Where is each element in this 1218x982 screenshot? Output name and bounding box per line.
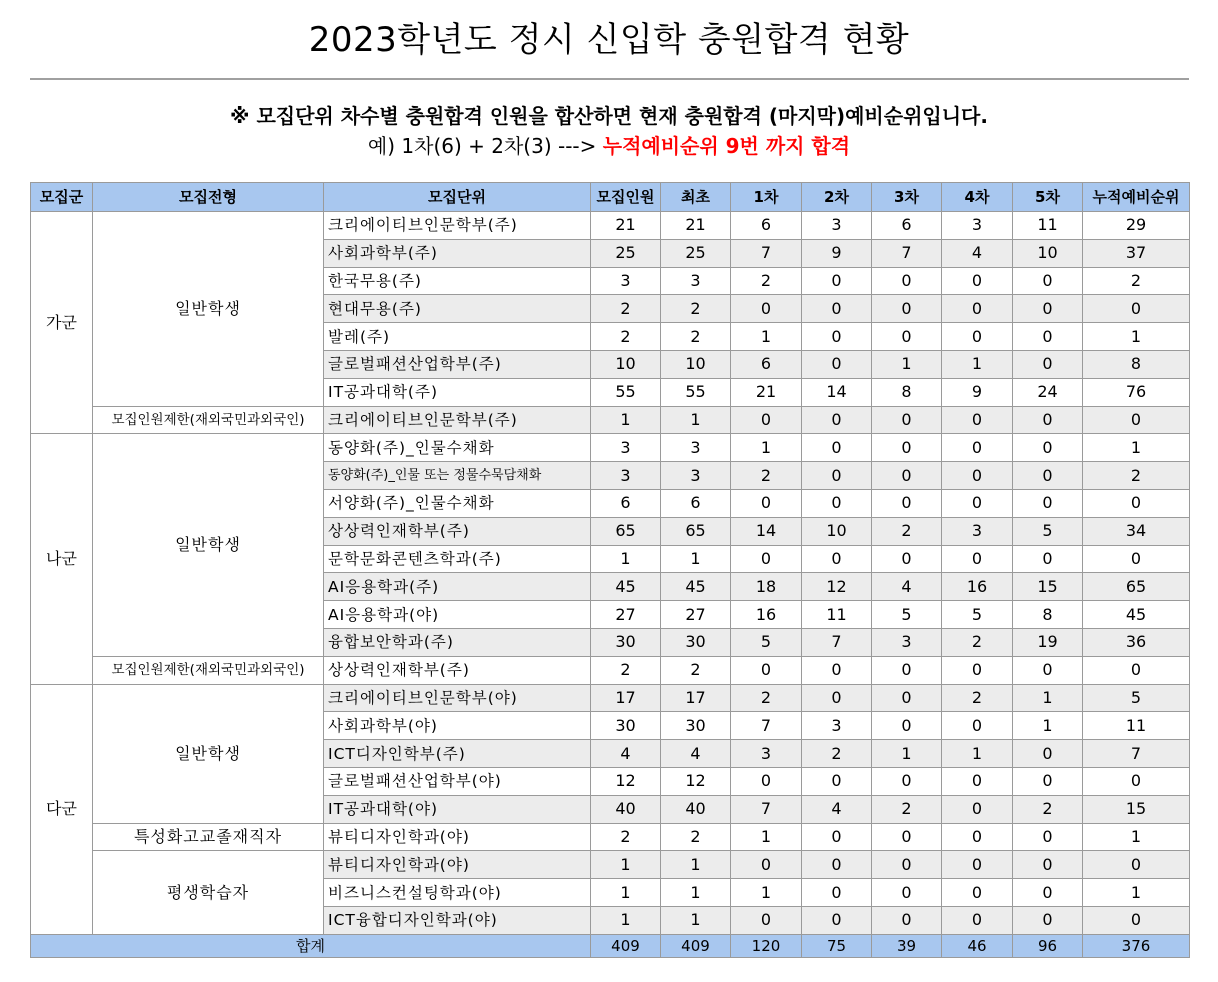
value-cell: 1: [661, 851, 731, 879]
unit-cell: 융합보안학과(주): [324, 628, 591, 656]
unit-cell: 동양화(주)_인물 또는 정물수묵담채화: [324, 462, 591, 490]
type-cell: 모집인원제한(재외국민과외국인): [93, 656, 324, 684]
value-cell: 0: [1013, 906, 1083, 934]
value-cell: 4: [942, 239, 1013, 267]
value-cell: 55: [661, 378, 731, 406]
header-round-1: 1차: [731, 183, 802, 212]
type-cell: 일반학생: [93, 434, 324, 656]
value-cell: 12: [591, 767, 661, 795]
value-cell: 5: [1013, 517, 1083, 545]
unit-cell: 글로벌패션산업학부(주): [324, 350, 591, 378]
table-row: [31, 406, 1190, 434]
value-cell: 2: [872, 795, 942, 823]
value-cell: 1: [591, 879, 661, 907]
header-round-5: 5차: [1013, 183, 1083, 212]
value-cell: 0: [1083, 656, 1190, 684]
value-cell: 0: [1013, 323, 1083, 351]
value-cell: 4: [591, 740, 661, 768]
unit-cell: 서양화(주)_인물수채화: [324, 489, 591, 517]
value-cell: 1: [731, 823, 802, 851]
table-header-row: [31, 183, 1190, 212]
value-cell: 0: [872, 823, 942, 851]
value-cell: 0: [1013, 462, 1083, 490]
value-cell: 0: [942, 767, 1013, 795]
value-cell: 36: [1083, 628, 1190, 656]
value-cell: 0: [1013, 851, 1083, 879]
value-cell: 0: [942, 267, 1013, 295]
value-cell: 1: [661, 879, 731, 907]
unit-cell: 현대무용(주): [324, 295, 591, 323]
value-cell: 65: [1083, 573, 1190, 601]
value-cell: 24: [1013, 378, 1083, 406]
value-cell: 3: [942, 517, 1013, 545]
value-cell: 1: [591, 406, 661, 434]
value-cell: 6: [872, 212, 942, 240]
value-cell: 1: [591, 545, 661, 573]
value-cell: 34: [1083, 517, 1190, 545]
value-cell: 19: [1013, 628, 1083, 656]
value-cell: 2: [942, 628, 1013, 656]
value-cell: 2: [731, 462, 802, 490]
value-cell: 12: [802, 573, 872, 601]
unit-cell: IT공과대학(야): [324, 795, 591, 823]
value-cell: 1: [872, 350, 942, 378]
value-cell: 0: [872, 712, 942, 740]
value-cell: 7: [872, 239, 942, 267]
type-cell: 일반학생: [93, 212, 324, 407]
value-cell: 29: [1083, 212, 1190, 240]
value-cell: 0: [872, 767, 942, 795]
value-cell: 27: [591, 601, 661, 629]
value-cell: 3: [661, 267, 731, 295]
value-cell: 1: [731, 434, 802, 462]
value-cell: 30: [591, 712, 661, 740]
unit-cell: 크리에이티브인문학부(야): [324, 684, 591, 712]
value-cell: 0: [1013, 267, 1083, 295]
value-cell: 40: [591, 795, 661, 823]
value-cell: 0: [872, 684, 942, 712]
value-cell: 0: [942, 434, 1013, 462]
value-cell: 16: [942, 573, 1013, 601]
value-cell: 0: [731, 545, 802, 573]
value-cell: 21: [731, 378, 802, 406]
notice-example: 예) 1차(6) + 2차(3) --->: [367, 134, 603, 158]
value-cell: 10: [661, 350, 731, 378]
value-cell: 3: [661, 434, 731, 462]
value-cell: 2: [872, 517, 942, 545]
value-cell: 2: [661, 295, 731, 323]
value-cell: 0: [1013, 434, 1083, 462]
value-cell: 27: [661, 601, 731, 629]
value-cell: 7: [731, 712, 802, 740]
value-cell: 17: [661, 684, 731, 712]
value-cell: 7: [731, 239, 802, 267]
value-cell: 0: [872, 851, 942, 879]
value-cell: 18: [731, 573, 802, 601]
value-cell: 1: [591, 906, 661, 934]
unit-cell: 동양화(주)_인물수채화: [324, 434, 591, 462]
value-cell: 2: [661, 656, 731, 684]
value-cell: 2: [591, 823, 661, 851]
admission-table: [30, 182, 1190, 958]
value-cell: 0: [942, 823, 1013, 851]
value-cell: 15: [1013, 573, 1083, 601]
notice-line-1: ※ 모집단위 차수별 충원합격 인원을 합산하면 현재 충원합격 (마지막)예비순위입니다.: [230, 104, 988, 128]
type-cell: 일반학생: [93, 684, 324, 823]
unit-cell: 뷰티디자인학과(야): [324, 823, 591, 851]
value-cell: 0: [802, 434, 872, 462]
value-cell: 0: [942, 545, 1013, 573]
value-cell: 0: [1013, 406, 1083, 434]
unit-cell: 한국무용(주): [324, 267, 591, 295]
type-cell: 특성화고교졸재직자: [93, 823, 324, 851]
table-row: [31, 823, 1190, 851]
unit-cell: ICT융합디자인학과(야): [324, 906, 591, 934]
value-cell: 0: [942, 795, 1013, 823]
value-cell: 2: [591, 323, 661, 351]
unit-cell: 문학문화콘텐츠학과(주): [324, 545, 591, 573]
value-cell: 0: [942, 323, 1013, 351]
value-cell: 3: [731, 740, 802, 768]
value-cell: 3: [942, 212, 1013, 240]
unit-cell: 사회과학부(주): [324, 239, 591, 267]
type-cell: 모집인원제한(재외국민과외국인): [93, 406, 324, 434]
value-cell: 0: [1013, 295, 1083, 323]
header-quota: 모집인원: [591, 183, 661, 212]
value-cell: 0: [802, 489, 872, 517]
value-cell: 2: [591, 656, 661, 684]
value-cell: 0: [1083, 906, 1190, 934]
group-cell: 다군: [31, 684, 93, 934]
header-group: 모집군: [31, 183, 93, 212]
value-cell: 3: [802, 712, 872, 740]
value-cell: 2: [1013, 795, 1083, 823]
value-cell: 0: [802, 656, 872, 684]
value-cell: 1: [731, 879, 802, 907]
value-cell: 2: [802, 740, 872, 768]
value-cell: 0: [872, 656, 942, 684]
total-label: 합계: [31, 934, 591, 957]
page-title: 2023학년도 정시 신입학 충원합격 현황: [308, 20, 910, 60]
total-row: [31, 934, 1190, 957]
value-cell: 0: [1013, 879, 1083, 907]
value-cell: 55: [591, 378, 661, 406]
value-cell: 1: [661, 545, 731, 573]
value-cell: 9: [802, 239, 872, 267]
value-cell: 0: [802, 323, 872, 351]
value-cell: 11: [1013, 212, 1083, 240]
value-cell: 1: [942, 740, 1013, 768]
total-value: 39: [872, 934, 942, 957]
value-cell: 0: [1013, 767, 1083, 795]
value-cell: 1: [591, 851, 661, 879]
value-cell: 4: [872, 573, 942, 601]
value-cell: 0: [942, 879, 1013, 907]
value-cell: 0: [942, 295, 1013, 323]
value-cell: 0: [872, 434, 942, 462]
value-cell: 25: [661, 239, 731, 267]
value-cell: 0: [1013, 823, 1083, 851]
value-cell: 1: [1013, 684, 1083, 712]
value-cell: 45: [1083, 601, 1190, 629]
notice-highlight: 누적예비순위 9번 까지 합격: [602, 134, 851, 158]
value-cell: 0: [802, 267, 872, 295]
value-cell: 11: [802, 601, 872, 629]
value-cell: 2: [591, 295, 661, 323]
value-cell: 5: [1083, 684, 1190, 712]
value-cell: 0: [1013, 656, 1083, 684]
value-cell: 0: [802, 684, 872, 712]
value-cell: 0: [1013, 740, 1083, 768]
value-cell: 0: [731, 906, 802, 934]
total-value: 376: [1083, 934, 1190, 957]
value-cell: 0: [1013, 350, 1083, 378]
value-cell: 7: [802, 628, 872, 656]
value-cell: 3: [591, 267, 661, 295]
value-cell: 0: [802, 767, 872, 795]
unit-cell: 상상력인재학부(주): [324, 656, 591, 684]
value-cell: 65: [591, 517, 661, 545]
value-cell: 45: [591, 573, 661, 601]
value-cell: 30: [591, 628, 661, 656]
value-cell: 11: [1083, 712, 1190, 740]
notice-line-2: [0, 131, 1218, 161]
value-cell: 7: [731, 795, 802, 823]
value-cell: 0: [942, 851, 1013, 879]
value-cell: 3: [872, 628, 942, 656]
unit-cell: ICT디자인학부(주): [324, 740, 591, 768]
value-cell: 15: [1083, 795, 1190, 823]
value-cell: 0: [802, 462, 872, 490]
value-cell: 0: [802, 545, 872, 573]
unit-cell: 크리에이티브인문학부(주): [324, 406, 591, 434]
unit-cell: 글로벌패션산업학부(야): [324, 767, 591, 795]
group-cell: 나군: [31, 434, 93, 684]
value-cell: 25: [591, 239, 661, 267]
value-cell: 6: [661, 489, 731, 517]
table-body: [31, 212, 1190, 935]
value-cell: 3: [661, 462, 731, 490]
value-cell: 1: [731, 323, 802, 351]
value-cell: 6: [731, 350, 802, 378]
value-cell: 0: [942, 656, 1013, 684]
value-cell: 0: [802, 823, 872, 851]
value-cell: 21: [661, 212, 731, 240]
value-cell: 3: [591, 434, 661, 462]
value-cell: 0: [872, 323, 942, 351]
value-cell: 40: [661, 795, 731, 823]
header-type: 모집전형: [93, 183, 324, 212]
header-unit: 모집단위: [324, 183, 591, 212]
value-cell: 0: [942, 489, 1013, 517]
value-cell: 0: [872, 295, 942, 323]
total-value: 75: [802, 934, 872, 957]
value-cell: 4: [802, 795, 872, 823]
value-cell: 0: [731, 656, 802, 684]
unit-cell: IT공과대학(주): [324, 378, 591, 406]
value-cell: 14: [731, 517, 802, 545]
value-cell: 1: [1013, 712, 1083, 740]
value-cell: 0: [942, 406, 1013, 434]
value-cell: 0: [872, 489, 942, 517]
value-cell: 0: [1083, 851, 1190, 879]
unit-cell: 발레(주): [324, 323, 591, 351]
value-cell: 2: [661, 823, 731, 851]
value-cell: 5: [731, 628, 802, 656]
value-cell: 8: [1083, 350, 1190, 378]
type-cell: 평생학습자: [93, 851, 324, 934]
value-cell: 3: [802, 212, 872, 240]
value-cell: 0: [1083, 295, 1190, 323]
value-cell: 0: [802, 851, 872, 879]
header-round-3: 3차: [872, 183, 942, 212]
value-cell: 9: [942, 378, 1013, 406]
title-divider: [30, 78, 1189, 80]
value-cell: 0: [802, 406, 872, 434]
value-cell: 10: [591, 350, 661, 378]
value-cell: 0: [872, 879, 942, 907]
total-value: 409: [661, 934, 731, 957]
value-cell: 0: [802, 350, 872, 378]
header-round-4: 4차: [942, 183, 1013, 212]
value-cell: 0: [872, 267, 942, 295]
value-cell: 16: [731, 601, 802, 629]
value-cell: 0: [872, 462, 942, 490]
value-cell: 0: [1083, 545, 1190, 573]
value-cell: 1: [1083, 879, 1190, 907]
value-cell: 0: [731, 851, 802, 879]
value-cell: 14: [802, 378, 872, 406]
value-cell: 6: [591, 489, 661, 517]
value-cell: 2: [661, 323, 731, 351]
value-cell: 65: [661, 517, 731, 545]
value-cell: 0: [1083, 406, 1190, 434]
value-cell: 0: [942, 712, 1013, 740]
total-value: 409: [591, 934, 661, 957]
value-cell: 45: [661, 573, 731, 601]
unit-cell: 상상력인재학부(주): [324, 517, 591, 545]
value-cell: 30: [661, 628, 731, 656]
value-cell: 1: [661, 406, 731, 434]
unit-cell: 뷰티디자인학과(야): [324, 851, 591, 879]
value-cell: 0: [1083, 767, 1190, 795]
value-cell: 0: [731, 489, 802, 517]
value-cell: 0: [942, 906, 1013, 934]
value-cell: 5: [872, 601, 942, 629]
unit-cell: AI응용학과(주): [324, 573, 591, 601]
value-cell: 0: [731, 767, 802, 795]
value-cell: 1: [942, 350, 1013, 378]
value-cell: 0: [731, 295, 802, 323]
table-row: [31, 434, 1190, 462]
value-cell: 0: [872, 545, 942, 573]
value-cell: 76: [1083, 378, 1190, 406]
unit-cell: 크리에이티브인문학부(주): [324, 212, 591, 240]
value-cell: 0: [802, 906, 872, 934]
value-cell: 2: [1083, 462, 1190, 490]
header-round-2: 2차: [802, 183, 872, 212]
value-cell: 1: [661, 906, 731, 934]
value-cell: 2: [731, 267, 802, 295]
total-value: 96: [1013, 934, 1083, 957]
value-cell: 0: [1013, 545, 1083, 573]
group-cell: 가군: [31, 212, 93, 434]
value-cell: 0: [731, 406, 802, 434]
value-cell: 21: [591, 212, 661, 240]
table-row: [31, 851, 1190, 879]
header-initial: 최초: [661, 183, 731, 212]
value-cell: 17: [591, 684, 661, 712]
value-cell: 2: [731, 684, 802, 712]
value-cell: 0: [942, 462, 1013, 490]
value-cell: 30: [661, 712, 731, 740]
value-cell: 2: [1083, 267, 1190, 295]
total-value: 46: [942, 934, 1013, 957]
value-cell: 1: [1083, 823, 1190, 851]
value-cell: 7: [1083, 740, 1190, 768]
value-cell: 37: [1083, 239, 1190, 267]
value-cell: 12: [661, 767, 731, 795]
value-cell: 1: [1083, 323, 1190, 351]
value-cell: 8: [872, 378, 942, 406]
value-cell: 10: [802, 517, 872, 545]
table-row: [31, 656, 1190, 684]
value-cell: 1: [872, 740, 942, 768]
header-cumulative: 누적예비순위: [1083, 183, 1190, 212]
value-cell: 0: [1013, 489, 1083, 517]
value-cell: 0: [872, 906, 942, 934]
value-cell: 1: [1083, 434, 1190, 462]
value-cell: 5: [942, 601, 1013, 629]
value-cell: 2: [942, 684, 1013, 712]
value-cell: 10: [1013, 239, 1083, 267]
value-cell: 8: [1013, 601, 1083, 629]
value-cell: 6: [731, 212, 802, 240]
table-row: [31, 212, 1190, 240]
value-cell: 0: [872, 406, 942, 434]
total-value: 120: [731, 934, 802, 957]
value-cell: 3: [591, 462, 661, 490]
table-row: [31, 684, 1190, 712]
value-cell: 4: [661, 740, 731, 768]
unit-cell: AI응용학과(야): [324, 601, 591, 629]
unit-cell: 사회과학부(야): [324, 712, 591, 740]
value-cell: 0: [802, 295, 872, 323]
unit-cell: 비즈니스컨설팅학과(야): [324, 879, 591, 907]
value-cell: 0: [1083, 489, 1190, 517]
value-cell: 0: [802, 879, 872, 907]
